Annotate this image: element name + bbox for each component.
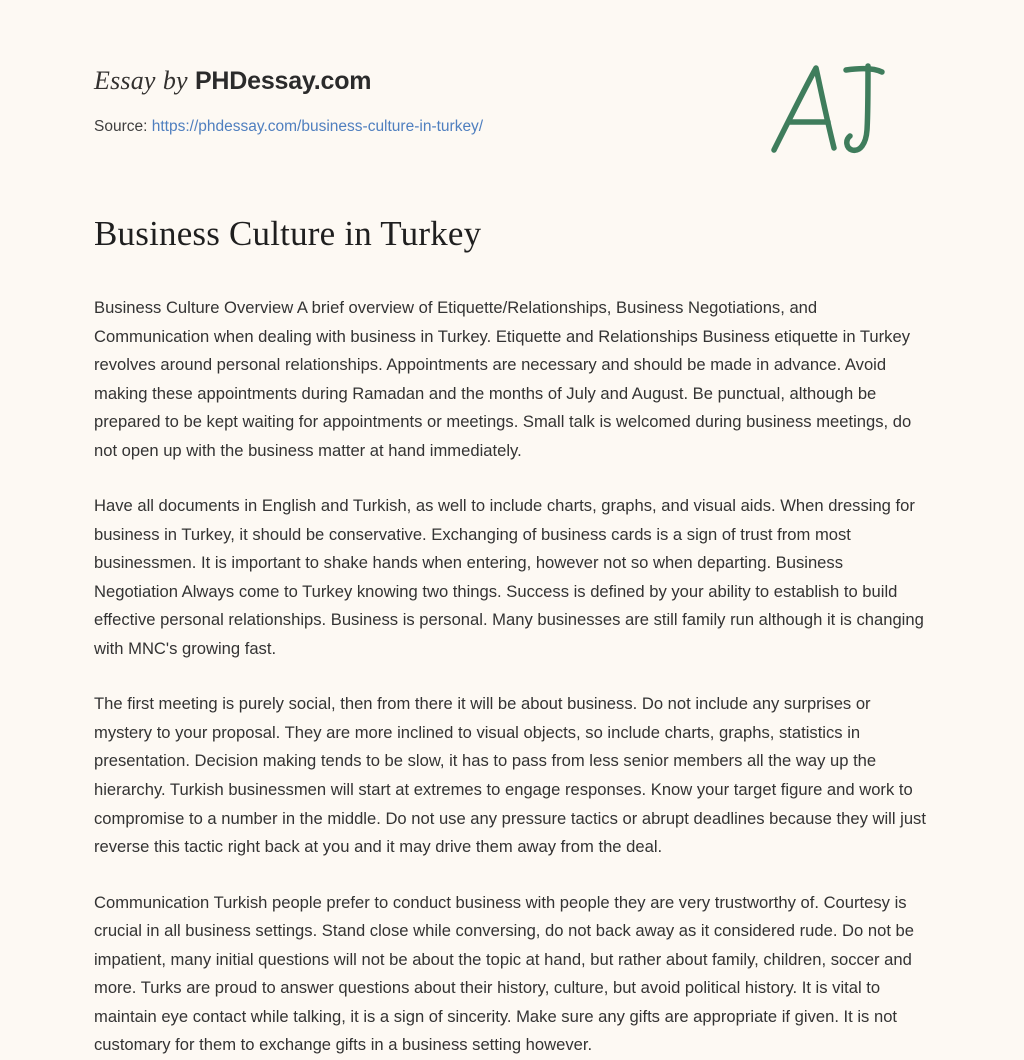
body-paragraph: Communication Turkish people prefer to conduct business with people they are very trustworthy of. Courtesy is crucial in all business settings. Stand close while conversing, do not back away as it considered rude. Do not be impatient, many initial questions will not be about the topic at hand, but rather about family, children, soccer and more. Turks are proud to answer questions about their history, culture, but avoid political history. It is vital to maintain eye contact while talking, it is a sign of sincerity. Make sure any gifts are appropriate if given. It is not customary for them to exchange gifts in a business setting however. (94, 892, 914, 1055)
phdessay-monogram-icon (764, 56, 894, 160)
source-url-link[interactable]: https://phdessay.com/business-culture-in-turkey/ (151, 118, 484, 135)
document-body (94, 254, 930, 1060)
brand-essay-word: Essay (94, 66, 156, 95)
body-paragraph: Business Culture Overview A brief overview of Etiquette/Relationships, Business Negotiations, and Communication when dealing with business in Turkey. Etiquette and Relationships Business etiquette in Turkey revolves around personal relationships. Appointments are necessary and should be made in advance. Avoid making these appointments during Ramadan and the months of July and August. Be punctual, although be prepared to be kept waiting for appointments or meetings. Small talk is welcomed during business meetings, do not open up with the business matter at hand immediately. (94, 298, 912, 460)
source-label: Source: (94, 118, 148, 135)
page-header (94, 0, 930, 136)
brand-site-name: PHDessay.com (194, 67, 372, 95)
brand-by-word: by (162, 66, 188, 95)
page-title: Business Culture in Turkey (94, 214, 482, 253)
body-paragraph: The first meeting is purely social, then from there it will be about business. Do not include any surprises or mystery to your proposal. They are more inclined to visual objects, so include charts, graphs, statistics in presentation. Decision making tends to be slow, it has to pass from less senior members all the way up the hierarchy. Turkish businessmen will start at extremes to engage responses. Know your target figure and work to compromise to a number in the middle. Do not use any pressure tactics or abrupt deadlines because they will just reverse this tactic right back at you and it may drive them away from the deal. (94, 694, 926, 857)
body-paragraph: Have all documents in English and Turkish, as well to include charts, graphs, and visual aids. When dressing for business in Turkey, it should be conservative. Exchanging of business cards is a sign of trust from most businessmen. It is important to shake hands when entering, however not so when departing. Business Negotiation Always come to Turkey knowing two things. Success is defined by your ability to establish to build effective personal relationships. Business is personal. Many businesses are still family run although it is changing with MNC's growing fast. (94, 496, 924, 658)
